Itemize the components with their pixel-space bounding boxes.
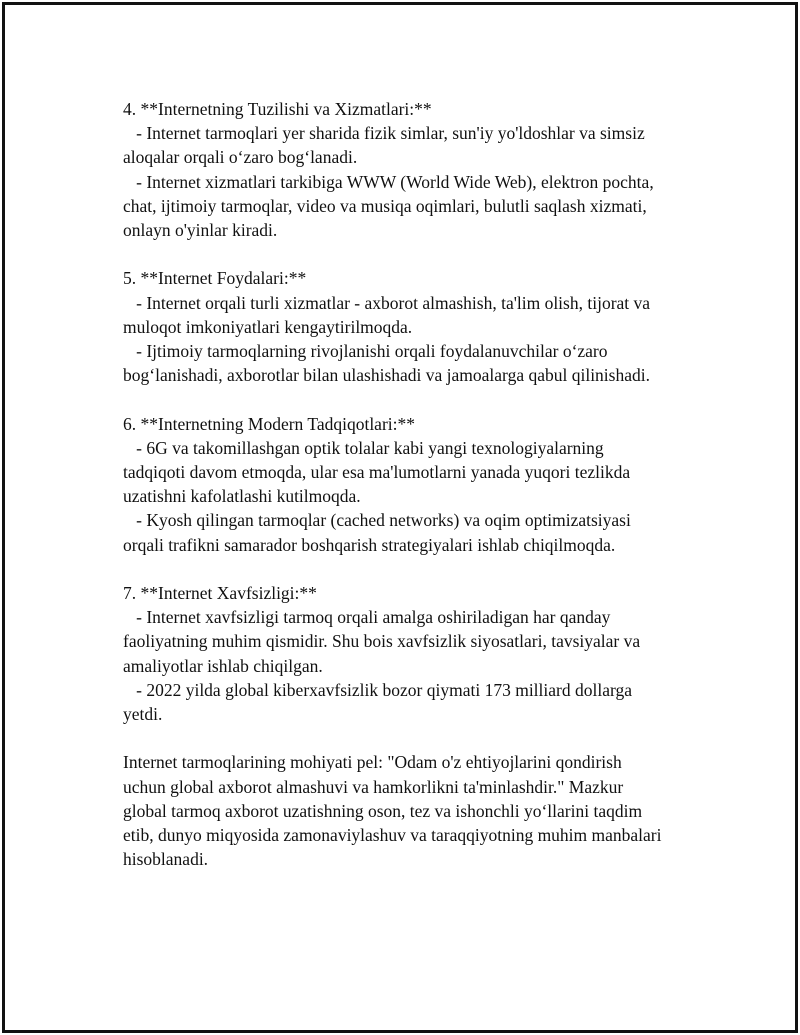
paragraph-line: - Internet tarmoqlari yer sharida fizik simlar, sun'iy yo'ldoshlar va simsiz bbox=[123, 123, 645, 144]
paragraph-line: aloqalar orqali o‘zaro bog‘lanadi. bbox=[123, 147, 358, 168]
paragraph-line: yetdi. bbox=[123, 704, 163, 725]
paragraph-line: - Ijtimoiy tarmoqlarning rivojlanishi orqali foydalanuvchilar o‘zaro bbox=[123, 341, 608, 362]
section-benefits bbox=[123, 266, 703, 387]
section-heading: 4. **Internetning Tuzilishi va Xizmatlari:** bbox=[123, 99, 432, 119]
section-heading: 6. **Internetning Modern Tadqiqotlari:** bbox=[123, 413, 416, 434]
paragraph-line: tadqiqoti davom etmoqda, ular esa ma'lumotlarni yanada yuqori tezlikda bbox=[123, 462, 631, 483]
section-modern-research bbox=[123, 412, 703, 557]
paragraph-line: faoliyatning muhim qismidir. Shu bois xavfsizlik siyosatlari, tavsiyalar va bbox=[123, 631, 641, 652]
conclusion-paragraph bbox=[123, 750, 703, 871]
section-heading: 7. **Internet Xavfsizligi:** bbox=[123, 583, 317, 604]
paragraph-line: - Kyosh qilingan tarmoqlar (cached networks) va oqim optimizatsiyasi bbox=[123, 510, 631, 531]
paragraph-line: etib, dunyo miqyosida zamonaviylashuv va taraqqiyotning muhim manbalari bbox=[123, 825, 662, 846]
paragraph-line: - 2022 yilda global kiberxavfsizlik bozor qiymati 173 milliard dollarga bbox=[123, 679, 633, 700]
paragraph-line: orqali trafikni samarador boshqarish strategiyalari ishlab chiqilmoqda. bbox=[123, 534, 616, 555]
paragraph-line: amaliyotlar ishlab chiqilgan. bbox=[123, 655, 323, 676]
paragraph-line: onlayn o'yinlar kiradi. bbox=[123, 220, 278, 241]
paragraph-line: chat, ijtimoiy tarmoqlar, video va musiqa oqimlari, bulutli saqlash xizmati, bbox=[123, 195, 647, 216]
document-page bbox=[2, 2, 798, 1033]
paragraph-line: uzatishni kafolatlashi kutilmoqda. bbox=[123, 486, 361, 507]
paragraph-line: - Internet xavfsizligi tarmoq orqali amalga oshiriladigan har qanday bbox=[123, 607, 611, 628]
paragraph-line: bog‘lanishadi, axborotlar bilan ulashishadi va jamoalarga qabul qilinishadi. bbox=[123, 365, 650, 386]
paragraph-line: uchun global axborot almashuvi va hamkorlikni ta'minlashdir." Mazkur bbox=[123, 776, 624, 797]
section-heading: 5. **Internet Foydalari:** bbox=[123, 268, 307, 289]
paragraph-line: Internet tarmoqlarining mohiyati pel: "Odam o'z ehtiyojlarini qondirish bbox=[123, 752, 622, 773]
paragraph-line: - Internet orqali turli xizmatlar - axborot almashish, ta'lim olish, tijorat va bbox=[123, 292, 651, 313]
section-structure-services bbox=[123, 97, 703, 242]
document-body bbox=[123, 97, 703, 896]
paragraph-line: - Internet xizmatlari tarkibiga WWW (World Wide Web), elektron pochta, bbox=[123, 171, 654, 192]
paragraph-line: muloqot imkoniyatlari kengaytirilmoqda. bbox=[123, 316, 413, 337]
paragraph-line: global tarmoq axborot uzatishning oson, tez va ishonchli yo‘llarini taqdim bbox=[123, 800, 643, 821]
section-security bbox=[123, 581, 703, 726]
paragraph-line: hisoblanadi. bbox=[123, 849, 209, 870]
paragraph-line: - 6G va takomillashgan optik tolalar kabi yangi texnologiyalarning bbox=[123, 437, 604, 458]
